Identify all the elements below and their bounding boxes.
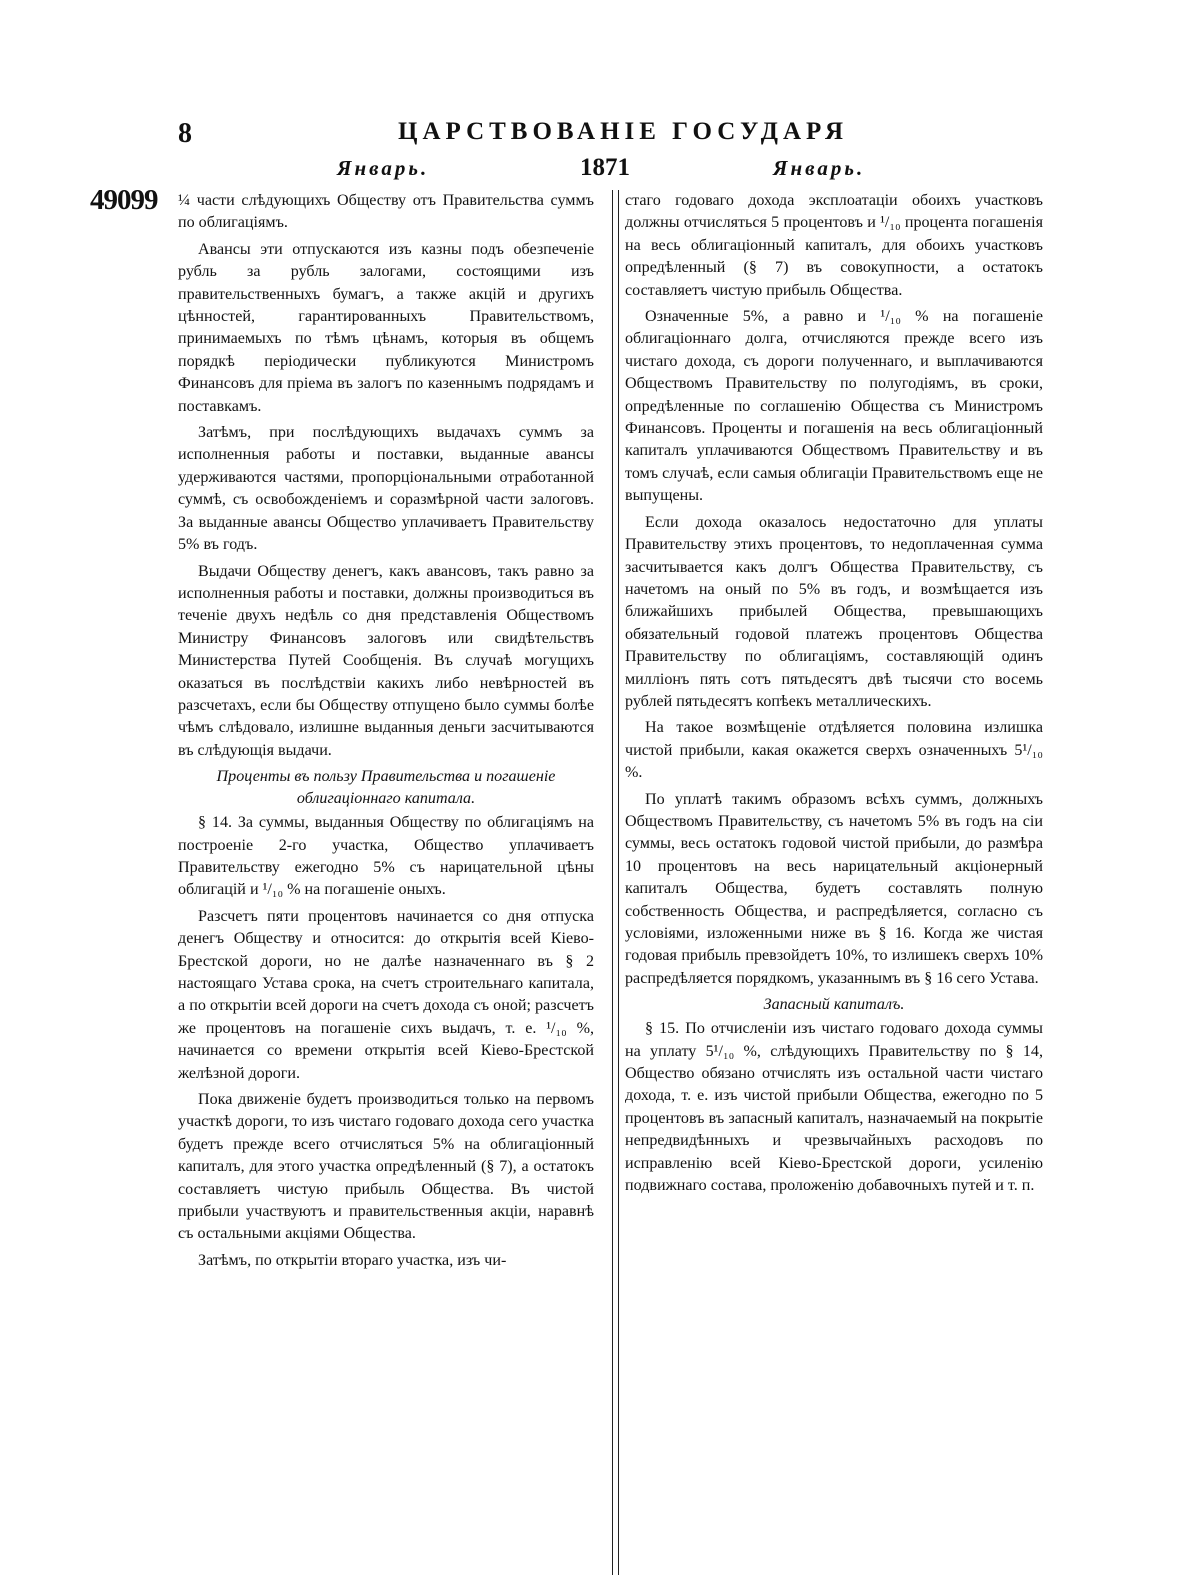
- paragraph: Пока движеніе будетъ производиться только на первомъ участкѣ дороги, то изъ чистаго годоваго дохода сего участка будетъ прежде всего отчисляться 5% на облигаціонный капиталъ, для этого участка опредѣленный (§ 7), а остатокъ составляетъ чистую прибыль Общества. Въ чистой прибыли участвуютъ и правительственныя акціи, наравнѣ съ остальными акціями Общества.: [178, 1091, 594, 1243]
- page-number: 8: [178, 118, 192, 149]
- dateline: [0, 156, 1191, 186]
- paragraph: Выдачи Обществу денегъ, какъ авансовъ, такъ равно за исполненныя работы и поставки, должны производиться въ теченіе двухъ недѣль со дня представленія Обществомъ Министру Финансовъ залоговъ или свидѣтельствъ Министерства Путей Сообщенія. Въ случаѣ могущихъ оказаться въ послѣдствіи какихъ либо невѣрностей въ разсчетахъ, если бы Обществу отпущено было суммы болѣе чѣмъ слѣдовало, излишне выданныя деньги засчитываются въ слѣдующія выдачи.: [178, 562, 594, 759]
- paragraph: На такое возмѣщеніе отдѣляется половина излишка чистой прибыли, какая окажется сверхъ означенныхъ 5¹/₁₀ %.: [625, 719, 1043, 782]
- paragraph: Если дохода оказалось недостаточно для уплаты Правительству этихъ процентовъ, то недоплаченная сумма засчитывается какъ долгъ Общества Правительству, съ начетомъ на оный по 5% въ годъ, и возмѣщается изъ ближайшихъ прибылей Общества, превышающихъ обязательный годовой платежъ процентовъ Общества Правительству по облигаціямъ, составляющій одинъ милліонъ пять сотъ пятьдесятъ двѣ тысячи сто восемь рублей пятьдесятъ копѣекъ металлическихъ.: [625, 513, 1043, 710]
- right-column: [625, 190, 1043, 1201]
- paragraph: § 15. По отчисленіи изъ чистаго годоваго дохода суммы на уплату 5¹/₁₀ %, слѣдующихъ Правительству по § 14, Общество обязано отчислять изъ остальной части чистаго дохода, т. е. изъ чистой прибыли Общества, ежегодно по 5 процентовъ въ запасный капиталъ, назначаемый на покрытіе непредвидѣнныхъ и чрезвычайныхъ расходовъ по исправленію всей Кіево-Брестской дороги, усиленію подвижнаго состава, проложенію добавочныхъ путей и т. п.: [625, 1020, 1043, 1195]
- paragraph: Авансы эти отпускаются изъ казны подъ обезпеченіе рубль за рубль залогами, состоящими изъ правительственныхъ бумагъ, а также акцій и другихъ цѣнностей, гарантированныхъ Правительствомъ, принимаемыхъ по тѣмъ цѣнамъ, которыя въ общемъ порядкѣ періодически публикуются Министромъ Финансовъ для пріема въ залогъ по казеннымъ подрядамъ и поставкамъ.: [178, 240, 594, 415]
- left-column: [178, 190, 594, 1276]
- section-heading: Проценты въ пользу Правительства и погашеніе облигаціоннаго капитала.: [216, 768, 556, 808]
- paragraph: ¼ части слѣдующихъ Обществу отъ Правительства суммъ по облигаціямъ.: [178, 192, 594, 232]
- paragraph: По уплатѣ такимъ образомъ всѣхъ суммъ, должныхъ Обществомъ Правительству, съ начетомъ 5% въ годъ на сіи суммы, весь остатокъ годовой чистой прибыли, до размѣра 10 процентовъ на весь нарицательный акціонерный капиталъ Общества, будетъ составлять полную собственность Общества, и распредѣляется, согласно съ условіями, изложенными ниже въ § 16. Когда же чистая годовая прибыль превзойдетъ 10%, то излишекъ сверхъ 10% распредѣляется порядкомъ, указаннымъ въ § 16 сего Устава.: [625, 790, 1043, 987]
- law-number: 49099: [90, 184, 158, 216]
- paragraph: Означенные 5%, а равно и ¹/₁₀ % на погашеніе облигаціоннаго долга, отчисляются прежде всего изъ чистаго дохода, съ дороги полученнаго, и выплачиваются Обществомъ Правительству по полугодіямъ, въ сроки, опредѣленные по соглашенію Общества съ Министромъ Финансовъ. Проценты и погашенія на весь облигаціонный капиталъ уплачиваются Обществомъ Правительству и въ томъ случаѣ, если самыя облигаціи Правительствомъ еще не выпущены.: [625, 308, 1043, 505]
- paragraph: Затѣмъ, при послѣдующихъ выдачахъ суммъ за исполненныя работы и поставки, выданные авансы удерживаются частями, пропорціональными отработанной суммѣ, съ освобожденіемъ и соразмѣрной части залоговъ. За выданные авансы Общество уплачиваетъ Правительству 5% въ годъ.: [178, 424, 594, 554]
- year: 1871: [580, 154, 630, 181]
- paragraph: Разсчетъ пяти процентовъ начинается со дня отпуска денегъ Обществу и относится: до открытія всей Кіево-Брестской дороги, но не далѣе назначеннаго въ § 2 настоящаго Устава срока, на счетъ строительнаго капитала, а по открытіи всей дороги на счетъ дохода съ оной; разсчетъ же процентовъ на погашеніе сихъ выдачъ, т. е. ¹/₁₀ %, начинается со времени открытія всей Кіево-Брестской желѣзной дороги.: [178, 907, 594, 1082]
- paragraph: Затѣмъ, по открытіи втораго участка, изъ чи-: [198, 1251, 507, 1269]
- paragraph: § 14. За суммы, выданныя Обществу по облигаціямъ на построеніе 2-го участка, Общество уплачиваетъ Правительству ежегодно 5% съ нарицательной цѣны облигацій и ¹/₁₀ % на погашеніе оныхъ.: [178, 814, 594, 899]
- section-heading: Запасный капиталъ.: [763, 996, 905, 1014]
- month-left: Январь.: [337, 156, 430, 180]
- page-header: [0, 118, 1191, 158]
- column-divider: [612, 190, 619, 1575]
- month-right: Январь.: [773, 156, 866, 180]
- paragraph: стаго годоваго дохода эксплоатаціи обоихъ участковъ должны отчисляться 5 процентовъ и ¹/₁₀ процента погашенія на весь облигаціонный капиталъ, для обоихъ участковъ опредѣленный (§ 7) въ совокупности, а остатокъ составляетъ чистую прибыль Общества.: [625, 192, 1043, 299]
- running-title: ЦАРСТВОВАНІЕ ГОСУДАРЯ: [398, 118, 849, 145]
